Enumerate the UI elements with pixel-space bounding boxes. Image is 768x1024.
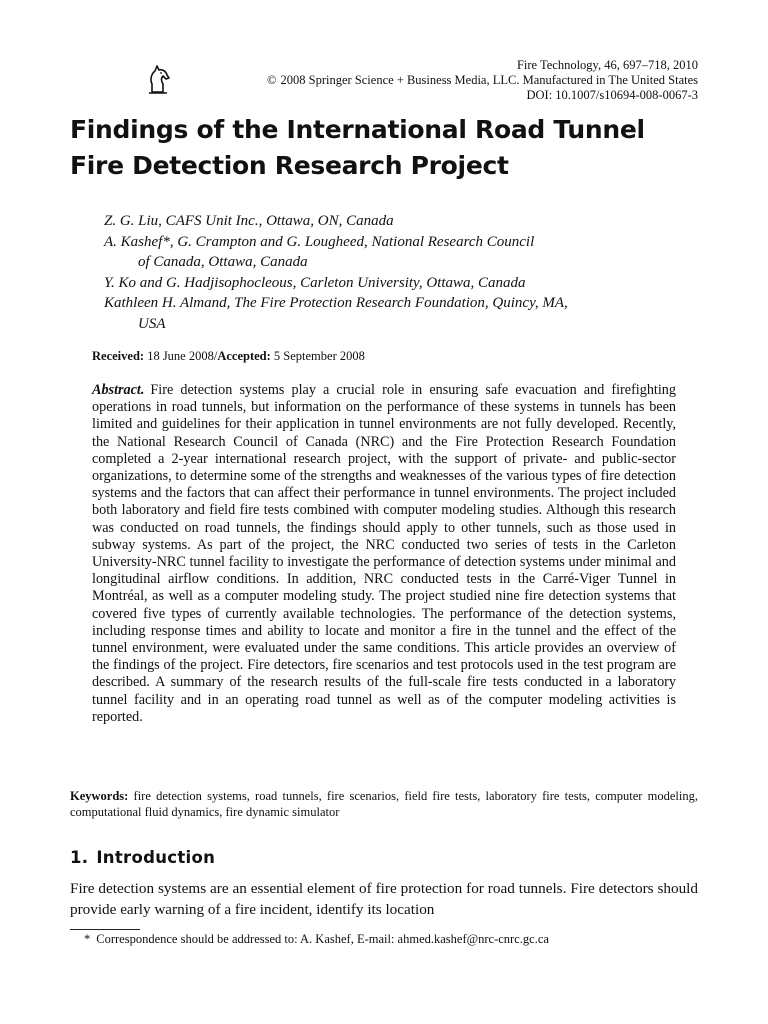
author-line-continuation: USA xyxy=(138,315,166,332)
author-list xyxy=(104,211,704,334)
author-line: A. Kashef*, G. Crampton and G. Lougheed, National Research Council xyxy=(104,233,535,250)
journal-citation: Fire Technology, 46, 697–718, 2010 xyxy=(516,58,698,72)
abstract-text: Fire detection systems play a crucial role in ensuring safe evacuation and firefighting operations in road tunnels, but information on the performance of these systems in tunnels has been limited and guidelines for their application in tunnel environments are not fully developed. Recently, the National Research Council of Canada (NRC) and the Fire Protection Research Foundation completed a 2-year international research project, with the support of private- and public-sector organizations, to determine some of the strengths and weaknesses of the various types of fire detection systems and the factors that can affect their performance in tunnel environments. The project included both laboratory and field fire tests combined with computer modeling studies. Although this research was conducted on road tunnels, the findings should apply to other tunnels, such as those used in subway systems. As part of the project, the NRC conducted two series of tests in the Carleton University-NRC tunnel facility to investigate the performance of detection systems under minimal and longitudinal airflow conditions. In addition, NRC conducted tests in the Carré-Viger Tunnel in Montréal, as well as a computer modeling study. The project studied nine fire detection systems that covered five types of currently available technologies. The performance of the detection systems, including response times and ability to locate and monitor a fire in the tunnel and the effect of the tunnel environment, were evaluated under the same conditions. This article provides an overview of the findings of the project. Fire detectors, fire scenarios and test protocols used in the test program are described. A summary of the research results of the full-scale fire tests conducted in a laboratory tunnel facility and in an operating road tunnel as well as of the computer modeling activities is reported. xyxy=(92,382,676,725)
keywords xyxy=(70,788,698,820)
author-line: Z. G. Liu, CAFS Unit Inc., Ottawa, ON, Canada xyxy=(104,213,394,229)
copyright-text: 2008 Springer Science + Business Media, LLC. Manufactured in The United States xyxy=(280,73,698,87)
article-title xyxy=(70,112,710,184)
abstract-label: Abstract. xyxy=(92,382,145,398)
author-line: Y. Ko and G. Hadjisophocleous, Carleton University, Ottawa, Canada xyxy=(104,274,526,291)
accepted-date: 5 September 2008 xyxy=(273,349,365,363)
keywords-label: Keywords: xyxy=(70,789,129,803)
section-title: Introduction xyxy=(96,848,216,867)
section-heading-introduction xyxy=(70,848,215,867)
footnote-mark: * xyxy=(84,932,91,946)
author-line: Kathleen H. Almand, The Fire Protection Research Foundation, Quincy, MA, xyxy=(104,295,568,311)
title-line-2: Fire Detection Research Project xyxy=(70,151,509,180)
received-accepted-dates xyxy=(92,349,365,364)
doi-line: DOI: 10.1007/s10694-008-0067-3 xyxy=(526,88,698,102)
footnote-text: Correspondence should be addressed to: A. Kashef, E-mail: ahmed.kashef@nrc-cnrc.gc.ca xyxy=(96,932,549,946)
accepted-label: Accepted: xyxy=(217,349,271,363)
title-line-1: Findings of the International Road Tunnel xyxy=(70,115,645,144)
author-line-continuation: of Canada, Ottawa, Canada xyxy=(138,254,308,270)
copyright-symbol: © xyxy=(267,73,277,87)
introduction-paragraph: Fire detection systems are an essential element of fire protection for road tunnels. Fire detectors should provide early warning of a fire incident, identify its location xyxy=(70,880,698,918)
springer-horse-icon xyxy=(146,62,172,96)
footnote-divider xyxy=(70,929,140,930)
received-label: Received: xyxy=(92,349,145,363)
abstract xyxy=(92,382,676,726)
section-number: 1. xyxy=(70,848,89,867)
journal-header xyxy=(267,58,698,103)
keywords-text: fire detection systems, road tunnels, fire scenarios, field fire tests, laboratory fire tests, computer modeling, computational fluid dynamics, fire dynamic simulator xyxy=(70,789,698,819)
footnote xyxy=(84,932,549,947)
copyright-line xyxy=(267,73,698,88)
received-date: 18 June 2008/ xyxy=(147,349,218,363)
